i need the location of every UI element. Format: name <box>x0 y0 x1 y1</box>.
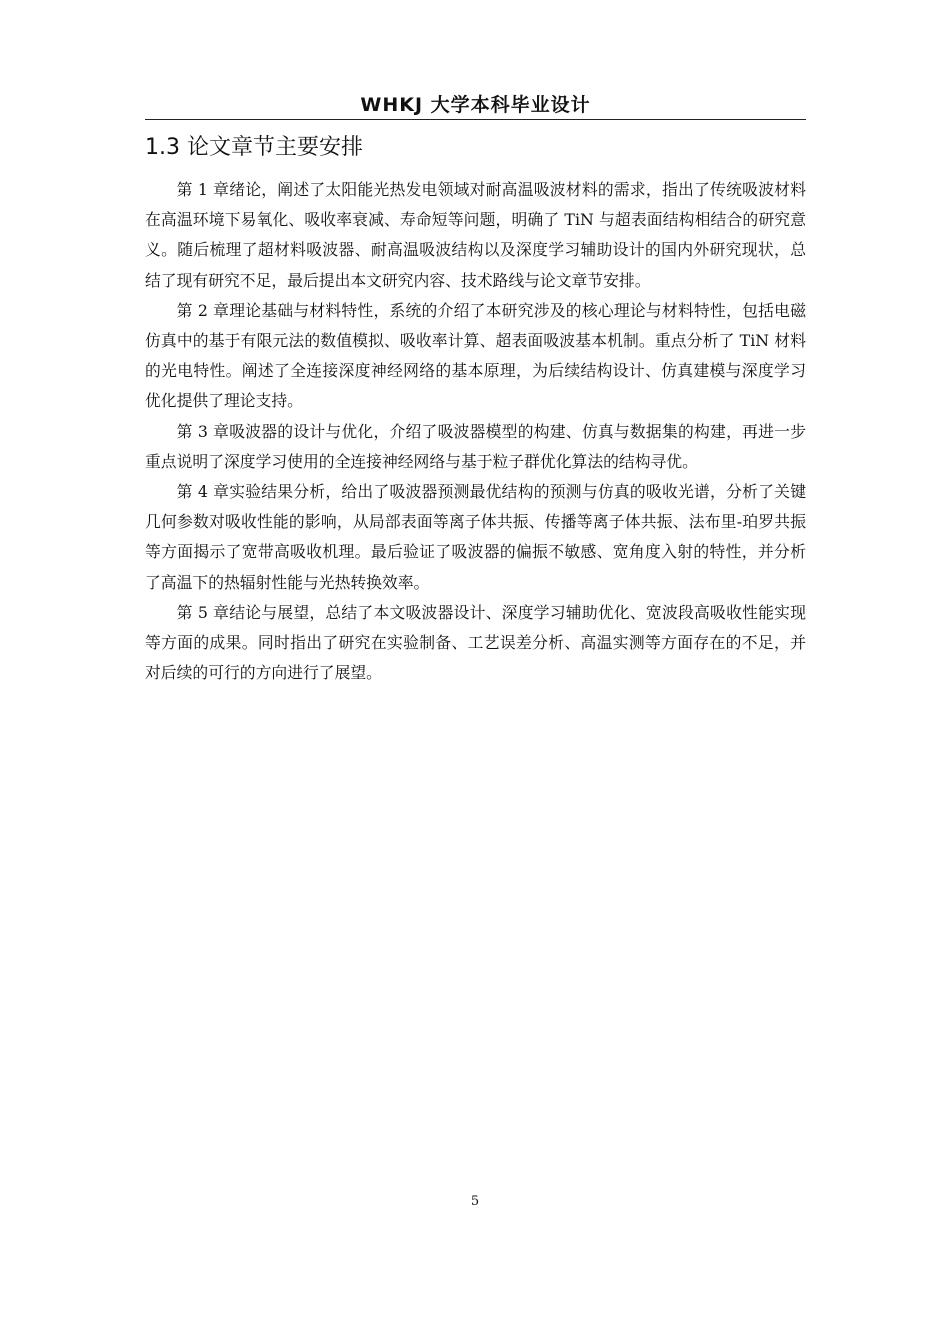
paragraph-chapter-3: 第 3 章吸波器的设计与优化，介绍了吸波器模型的构建、仿真与数据集的构建，再进一步重点说明了深度学习使用的全连接神经网络与基于粒子群优化算法的结构寻优。 <box>145 421 806 471</box>
header-divider <box>145 119 806 120</box>
page-header-title: WHKJ 大学本科毕业设计 <box>360 94 591 116</box>
body-text <box>145 175 806 688</box>
paragraph-chapter-1: 第 1 章绪论，阐述了太阳能光热发电领域对耐高温吸波材料的需求，指出了传统吸波材料在高温环境下易氧化、吸收率衰减、寿命短等问题，明确了 TiN 与超表面结构相结合的研究意义。随后梳理了超材料吸波器、耐高温吸波结构以及深度学习辅助设计的国内外研究现状，总结了现有研究不足，最后提出本文研究内容、技术路线与论文章节安排。 <box>145 180 806 290</box>
paragraph-chapter-5: 第 5 章结论与展望，总结了本文吸波器设计、深度学习辅助优化、宽波段高吸收性能实现等方面的成果。同时指出了研究在实验制备、工艺误差分析、高温实测等方面存在的不足，并对后续的可行的方向进行了展望。 <box>145 602 806 683</box>
paragraph-chapter-4: 第 4 章实验结果分析，给出了吸波器预测最优结构的预测与仿真的吸收光谱，分析了关键几何参数对吸收性能的影响，从局部表面等离子体共振、传播等离子体共振、法布里-珀罗共振等方面揭示了宽带高吸收机理。最后验证了吸波器的偏振不敏感、宽角度入射的特性，并分析了高温下的热辐射性能与光热转换效率。 <box>145 482 806 592</box>
page-number: 5 <box>470 1194 480 1209</box>
section-heading: 1.3 论文章节主要安排 <box>145 135 363 160</box>
paragraph-chapter-2: 第 2 章理论基础与材料特性，系统的介绍了本研究涉及的核心理论与材料特性，包括电磁仿真中的基于有限元法的数值模拟、吸收率计算、超表面吸波基本机制。重点分析了 TiN 材料的光电特性。阐述了全连接深度神经网络的基本原理，为后续结构设计、仿真建模与深度学习优化提供了理论支持。 <box>145 300 806 411</box>
